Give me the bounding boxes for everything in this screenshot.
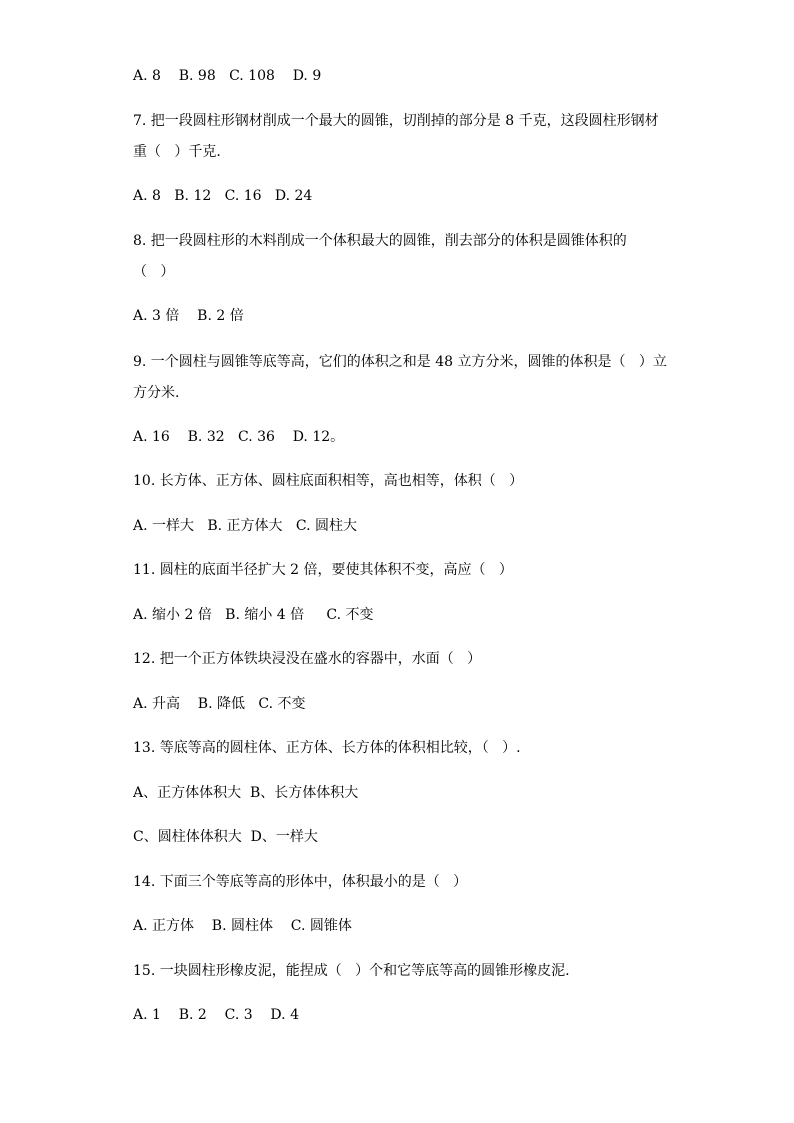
q9-text-line-1: 9. 一个圆柱与圆锥等底等高，它们的体积之和是 48 立方分米，圆锥的体积是（ ）立	[133, 354, 667, 370]
q14-options: A. 正方体 B. 圆柱体 C. 圆锥体	[133, 918, 352, 934]
q15-text: 15. 一块圆柱形橡皮泥，能捏成（ ）个和它等底等高的圆锥形橡皮泥.	[133, 963, 570, 979]
q7-text-line-2: 重（ ）千克.	[133, 144, 221, 160]
q13-options-line-1: A、正方体体积大 B、长方体体积大	[133, 785, 359, 801]
q11-options: A. 缩小 2 倍 B. 缩小 4 倍 C. 不变	[133, 607, 374, 623]
q9-options: A. 16 B. 32 C. 36 D. 12。	[133, 429, 345, 445]
q13-text: 13. 等底等高的圆柱体、正方体、长方体的体积相比较，（ ）.	[133, 740, 521, 756]
q11-text: 11. 圆柱的底面半径扩大 2 倍，要使其体积不变，高应（ ）	[133, 562, 513, 578]
q9-text-line-2: 方分米.	[133, 385, 180, 401]
q10-text: 10. 长方体、正方体、圆柱底面积相等，高也相等，体积（ ）	[133, 473, 524, 489]
q12-text: 12. 把一个正方体铁块浸没在盛水的容器中，水面（ ）	[133, 651, 482, 667]
q14-text: 14. 下面三个等底等高的形体中，体积最小的是（ ）	[133, 874, 468, 890]
q10-options: A. 一样大 B. 正方体大 C. 圆柱大	[133, 518, 358, 534]
q7-text-line-1: 7. 把一段圆柱形钢材削成一个最大的圆锥，切削掉的部分是 8 千克，这段圆柱形钢材	[133, 113, 659, 129]
q8-text-line-2: （ ）	[133, 264, 175, 280]
q12-options: A. 升高 B. 降低 C. 不变	[133, 696, 306, 712]
q7-options: A. 8 B. 12 C. 16 D. 24	[133, 188, 313, 204]
q8-options: A. 3 倍 B. 2 倍	[133, 308, 244, 324]
q15-options: A. 1 B. 2 C. 3 D. 4	[133, 1007, 299, 1023]
q8-text-line-1: 8. 把一段圆柱形的木料削成一个体积最大的圆锥，削去部分的体积是圆锥体积的	[133, 233, 627, 249]
q6-options: A. 8 B. 98 C. 108 D. 9	[133, 68, 322, 84]
q13-options-line-2: C、圆柱体体积大 D、一样大	[133, 829, 318, 845]
